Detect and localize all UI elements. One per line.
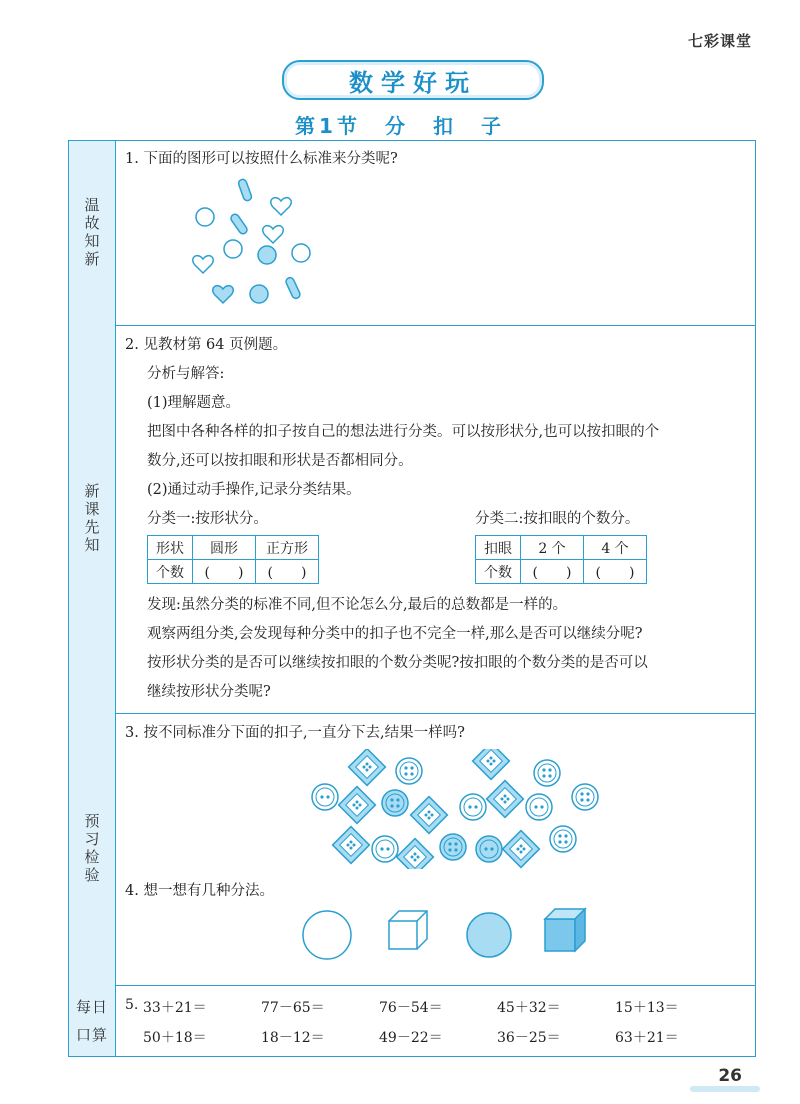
table-header: 圆形 bbox=[193, 536, 256, 560]
square-button bbox=[473, 749, 510, 779]
round-button bbox=[572, 784, 598, 810]
calc-item: 77－65＝ bbox=[261, 1000, 325, 1016]
table-cell: 个数 bbox=[476, 560, 521, 584]
daily-label-1: 每日 bbox=[75, 997, 108, 1016]
circle-filled bbox=[467, 913, 511, 957]
classification-1-label: 分类一:按形状分。 bbox=[147, 511, 268, 527]
answer-blank[interactable]: ( ) bbox=[193, 560, 256, 584]
step-1: (1)理解题意。 bbox=[147, 395, 241, 411]
capsule-shape bbox=[237, 178, 252, 201]
circle-shape bbox=[258, 246, 276, 264]
content-daily bbox=[125, 985, 747, 1056]
table-cell: 个数 bbox=[148, 560, 193, 584]
capsule-shape bbox=[285, 276, 302, 299]
calc-item: 76－54＝ bbox=[379, 1000, 443, 1016]
section-title: 第1节 分 扣 子 bbox=[295, 114, 505, 138]
brand-logo: 七彩课堂 bbox=[687, 32, 752, 50]
content-review bbox=[125, 141, 747, 325]
text-line: 观察两组分类,会发现每种分类中的扣子也不完全一样,那么是否可以继续分呢? bbox=[147, 626, 643, 642]
question-3: 3. 按不同标准分下面的扣子,一直分下去,结果一样吗? bbox=[125, 725, 465, 741]
answer-blank[interactable]: ( ) bbox=[584, 560, 647, 584]
round-button bbox=[460, 794, 486, 820]
table-header: 4 个 bbox=[584, 536, 647, 560]
calc-item: 18－12＝ bbox=[261, 1030, 325, 1046]
hole-table bbox=[475, 535, 647, 584]
cube-outline bbox=[389, 911, 427, 949]
solids-row bbox=[299, 905, 619, 965]
calc-item: 36－25＝ bbox=[497, 1030, 561, 1046]
square-button bbox=[339, 787, 376, 824]
daily-label-2: 口算 bbox=[75, 1025, 108, 1044]
circle-outline bbox=[303, 911, 351, 959]
capsule-shape bbox=[229, 213, 248, 236]
question-4: 4. 想一想有几种分法。 bbox=[125, 883, 274, 899]
page-number-bar bbox=[690, 1086, 760, 1092]
round-button bbox=[526, 794, 552, 820]
text-line: 数分,还可以按扣眼和形状是否都相同分。 bbox=[147, 453, 413, 469]
round-button bbox=[382, 790, 408, 816]
round-button bbox=[534, 760, 560, 786]
chapter-title-box bbox=[282, 60, 544, 100]
text-line: 按形状分类的是否可以继续按扣眼的个数分类呢?按扣眼的个数分类的是否可以 bbox=[147, 655, 648, 671]
calc-item: 33＋21＝ bbox=[143, 1000, 207, 1016]
round-button bbox=[476, 836, 502, 862]
analysis-heading: 分析与解答: bbox=[147, 366, 225, 382]
table-header: 2 个 bbox=[521, 536, 584, 560]
heart-shape bbox=[213, 286, 233, 303]
square-button bbox=[487, 781, 524, 818]
heart-shape bbox=[193, 256, 213, 273]
square-button bbox=[349, 749, 386, 785]
heart-shape bbox=[271, 198, 291, 215]
shape-cluster bbox=[185, 177, 335, 307]
table-header: 扣眼 bbox=[476, 536, 521, 560]
question-2: 2. 见教材第 64 页例题。 bbox=[125, 337, 288, 353]
buttons-cluster bbox=[305, 749, 605, 869]
calc-item: 49－22＝ bbox=[379, 1030, 443, 1046]
square-button bbox=[333, 827, 370, 864]
chapter-title: 数学好玩 bbox=[349, 68, 477, 97]
circle-shape bbox=[292, 244, 310, 262]
circle-shape bbox=[196, 208, 214, 226]
text-line: 把图中各种各样的扣子按自己的想法进行分类。可以按形状分,也可以按扣眼的个 bbox=[147, 424, 660, 440]
calc-item: 15＋13＝ bbox=[615, 1000, 679, 1016]
table-header: 形状 bbox=[148, 536, 193, 560]
side-label-daily bbox=[69, 985, 116, 1056]
circle-shape bbox=[224, 240, 242, 258]
side-label-check: 预习检验 bbox=[69, 713, 116, 985]
round-button bbox=[550, 826, 576, 852]
step-2: (2)通过动手操作,记录分类结果。 bbox=[147, 482, 361, 498]
round-button bbox=[440, 834, 466, 860]
round-button bbox=[396, 758, 422, 784]
heart-shape bbox=[263, 226, 283, 243]
text-line: 继续按形状分类呢? bbox=[147, 684, 271, 700]
shape-table bbox=[147, 535, 319, 584]
square-button bbox=[411, 797, 448, 834]
answer-blank[interactable]: ( ) bbox=[256, 560, 319, 584]
side-label-review: 温故知新 bbox=[69, 141, 116, 325]
content-check bbox=[125, 713, 747, 985]
round-button bbox=[372, 836, 398, 862]
worksheet-frame bbox=[68, 140, 756, 1057]
side-label-preview: 新课先知 bbox=[69, 325, 116, 713]
circle-shape bbox=[250, 285, 268, 303]
square-button bbox=[503, 831, 540, 868]
answer-blank[interactable]: ( ) bbox=[521, 560, 584, 584]
calc-item: 50＋18＝ bbox=[143, 1030, 207, 1046]
question-5-num: 5. bbox=[125, 997, 139, 1013]
page-number: 26 bbox=[718, 1066, 742, 1086]
row-daily bbox=[69, 985, 755, 1056]
classification-2-label: 分类二:按扣眼的个数分。 bbox=[475, 511, 640, 527]
row-review bbox=[69, 141, 755, 326]
finding-text: 发现:虽然分类的标准不同,但不论怎么分,最后的总数都是一样的。 bbox=[147, 597, 568, 613]
row-check bbox=[69, 713, 755, 986]
content-preview bbox=[125, 325, 747, 713]
table-header: 正方形 bbox=[256, 536, 319, 560]
square-button bbox=[397, 839, 434, 869]
question-1: 1. 下面的图形可以按照什么标准来分类呢? bbox=[125, 151, 398, 167]
calc-item: 63＋21＝ bbox=[615, 1030, 679, 1046]
cube-filled bbox=[545, 909, 585, 951]
round-button bbox=[312, 784, 338, 810]
calc-item: 45＋32＝ bbox=[497, 1000, 561, 1016]
row-preview bbox=[69, 325, 755, 714]
